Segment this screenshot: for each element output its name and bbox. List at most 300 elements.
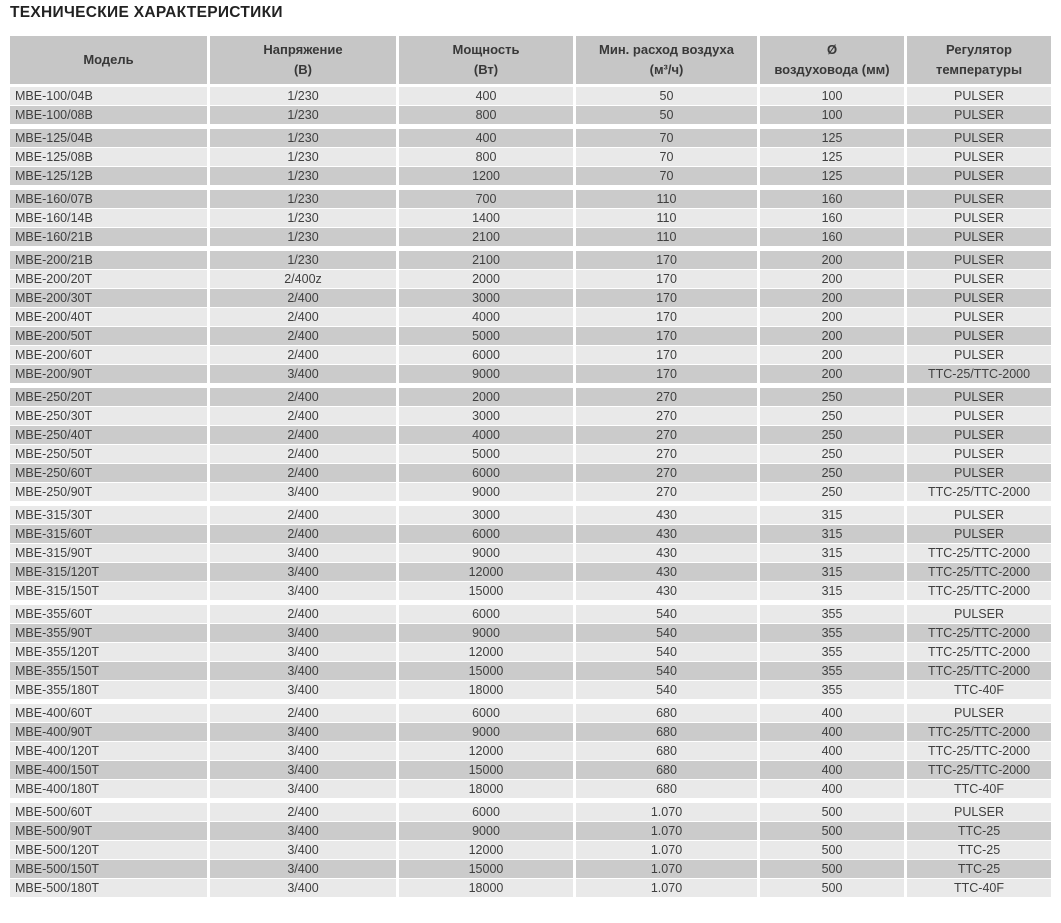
table-row	[10, 582, 1051, 600]
cell-power: 2100	[399, 251, 573, 269]
cell-airflow: 50	[576, 106, 757, 124]
cell-voltage: 1/230	[210, 190, 396, 208]
cell-voltage: 1/230	[210, 87, 396, 105]
cell-voltage: 2/400	[210, 525, 396, 543]
cell-power: 6000	[399, 704, 573, 722]
cell-power: 3000	[399, 289, 573, 307]
cell-voltage: 1/230	[210, 209, 396, 227]
cell-regulator: TTC-25/TTC-2000	[907, 761, 1051, 779]
cell-voltage: 3/400	[210, 563, 396, 581]
cell-power: 9000	[399, 365, 573, 383]
cell-voltage: 3/400	[210, 822, 396, 840]
cell-voltage: 2/400	[210, 308, 396, 326]
cell-diameter: 250	[760, 464, 904, 482]
cell-airflow: 1.070	[576, 841, 757, 859]
cell-regulator: TTC-25/TTC-2000	[907, 483, 1051, 501]
cell-diameter: 160	[760, 228, 904, 246]
cell-power: 2000	[399, 388, 573, 406]
cell-voltage: 1/230	[210, 167, 396, 185]
cell-regulator: PULSER	[907, 388, 1051, 406]
cell-voltage: 1/230	[210, 148, 396, 166]
cell-regulator: PULSER	[907, 87, 1051, 105]
cell-airflow: 1.070	[576, 803, 757, 821]
cell-regulator: PULSER	[907, 803, 1051, 821]
cell-airflow: 680	[576, 761, 757, 779]
cell-model: MBE-200/20T	[10, 270, 207, 288]
cell-model: MBE-200/30T	[10, 289, 207, 307]
cell-diameter: 500	[760, 879, 904, 897]
table-row	[10, 167, 1051, 185]
cell-model: MBE-200/90T	[10, 365, 207, 383]
cell-diameter: 355	[760, 605, 904, 623]
cell-airflow: 270	[576, 426, 757, 444]
table-row	[10, 822, 1051, 840]
cell-airflow: 540	[576, 605, 757, 623]
cell-diameter: 200	[760, 327, 904, 345]
cell-power: 9000	[399, 822, 573, 840]
cell-diameter: 200	[760, 289, 904, 307]
cell-voltage: 2/400	[210, 346, 396, 364]
table-row	[10, 87, 1051, 105]
cell-model: MBE-250/40T	[10, 426, 207, 444]
table-row	[10, 742, 1051, 760]
cell-model: MBE-500/120T	[10, 841, 207, 859]
cell-model: MBE-160/21B	[10, 228, 207, 246]
cell-regulator: TTC-25/TTC-2000	[907, 624, 1051, 642]
cell-regulator: PULSER	[907, 464, 1051, 482]
cell-airflow: 680	[576, 704, 757, 722]
cell-power: 700	[399, 190, 573, 208]
cell-model: MBE-500/150T	[10, 860, 207, 878]
row-group	[10, 605, 1051, 699]
cell-power: 12000	[399, 643, 573, 661]
cell-power: 800	[399, 106, 573, 124]
cell-diameter: 400	[760, 761, 904, 779]
cell-regulator: TTC-40F	[907, 780, 1051, 798]
table-row	[10, 148, 1051, 166]
cell-regulator: PULSER	[907, 209, 1051, 227]
cell-model: MBE-200/50T	[10, 327, 207, 345]
cell-airflow: 1.070	[576, 822, 757, 840]
cell-diameter: 125	[760, 129, 904, 147]
cell-diameter: 355	[760, 643, 904, 661]
cell-voltage: 3/400	[210, 879, 396, 897]
column-header-line1: Ø	[826, 41, 838, 57]
cell-diameter: 200	[760, 346, 904, 364]
cell-airflow: 170	[576, 251, 757, 269]
cell-voltage: 3/400	[210, 483, 396, 501]
cell-model: MBE-500/180T	[10, 879, 207, 897]
page-title: ТЕХНИЧЕСКИЕ ХАРАКТЕРИСТИКИ	[10, 4, 283, 21]
cell-model: MBE-200/40T	[10, 308, 207, 326]
cell-voltage: 1/230	[210, 228, 396, 246]
cell-airflow: 170	[576, 365, 757, 383]
cell-regulator: TTC-25/TTC-2000	[907, 365, 1051, 383]
cell-regulator: PULSER	[907, 289, 1051, 307]
table-row	[10, 388, 1051, 406]
cell-regulator: PULSER	[907, 426, 1051, 444]
cell-model: MBE-250/20T	[10, 388, 207, 406]
cell-model: MBE-315/60T	[10, 525, 207, 543]
table-row	[10, 483, 1051, 501]
cell-voltage: 3/400	[210, 643, 396, 661]
column-header-line1: Напряжение	[263, 41, 343, 57]
table-row	[10, 624, 1051, 642]
cell-model: MBE-250/50T	[10, 445, 207, 463]
row-group	[10, 803, 1051, 897]
column-header-line2: (Вт)	[473, 62, 499, 77]
cell-diameter: 100	[760, 87, 904, 105]
cell-regulator: PULSER	[907, 270, 1051, 288]
cell-airflow: 430	[576, 506, 757, 524]
cell-diameter: 125	[760, 148, 904, 166]
cell-model: MBE-250/30T	[10, 407, 207, 425]
table-row	[10, 704, 1051, 722]
table-row	[10, 643, 1051, 661]
cell-model: MBE-100/04B	[10, 87, 207, 105]
cell-power: 9000	[399, 624, 573, 642]
cell-diameter: 315	[760, 525, 904, 543]
cell-voltage: 2/400	[210, 289, 396, 307]
cell-airflow: 170	[576, 308, 757, 326]
cell-airflow: 1.070	[576, 879, 757, 897]
cell-power: 12000	[399, 563, 573, 581]
table-row	[10, 464, 1051, 482]
cell-power: 5000	[399, 327, 573, 345]
cell-diameter: 250	[760, 388, 904, 406]
table-row	[10, 407, 1051, 425]
cell-diameter: 200	[760, 365, 904, 383]
table-row	[10, 209, 1051, 227]
cell-regulator: PULSER	[907, 407, 1051, 425]
cell-airflow: 270	[576, 407, 757, 425]
cell-diameter: 315	[760, 544, 904, 562]
cell-voltage: 2/400	[210, 426, 396, 444]
column-header-line2: воздуховода (мм)	[774, 62, 890, 77]
cell-power: 9000	[399, 544, 573, 562]
cell-power: 400	[399, 129, 573, 147]
cell-model: MBE-160/14B	[10, 209, 207, 227]
column-header-airflow	[576, 36, 757, 84]
cell-model: MBE-315/120T	[10, 563, 207, 581]
cell-diameter: 355	[760, 624, 904, 642]
cell-voltage: 2/400	[210, 388, 396, 406]
column-header-line1: Регулятор	[946, 41, 1012, 57]
cell-power: 2000	[399, 270, 573, 288]
cell-diameter: 200	[760, 251, 904, 269]
row-group	[10, 251, 1051, 383]
table-row	[10, 563, 1051, 581]
cell-diameter: 100	[760, 106, 904, 124]
cell-regulator: TTC-25/TTC-2000	[907, 544, 1051, 562]
cell-regulator: PULSER	[907, 308, 1051, 326]
cell-airflow: 540	[576, 662, 757, 680]
cell-regulator: TTC-25/TTC-2000	[907, 662, 1051, 680]
cell-voltage: 3/400	[210, 662, 396, 680]
cell-voltage: 3/400	[210, 723, 396, 741]
table-row	[10, 251, 1051, 269]
table-row	[10, 803, 1051, 821]
cell-diameter: 315	[760, 582, 904, 600]
table-row	[10, 506, 1051, 524]
table-body	[10, 87, 1051, 897]
cell-model: MBE-125/08B	[10, 148, 207, 166]
cell-power: 9000	[399, 723, 573, 741]
spec-table	[10, 36, 1051, 898]
cell-airflow: 110	[576, 190, 757, 208]
cell-power: 15000	[399, 860, 573, 878]
table-row	[10, 662, 1051, 680]
cell-regulator: PULSER	[907, 106, 1051, 124]
cell-voltage: 3/400	[210, 544, 396, 562]
cell-diameter: 315	[760, 506, 904, 524]
cell-airflow: 170	[576, 327, 757, 345]
row-group	[10, 704, 1051, 798]
cell-voltage: 3/400	[210, 761, 396, 779]
cell-airflow: 430	[576, 544, 757, 562]
cell-airflow: 430	[576, 525, 757, 543]
column-header-line2: (м³/ч)	[649, 62, 684, 77]
cell-voltage: 2/400	[210, 803, 396, 821]
cell-model: MBE-315/30T	[10, 506, 207, 524]
cell-airflow: 540	[576, 643, 757, 661]
cell-model: MBE-355/120T	[10, 643, 207, 661]
cell-model: MBE-355/60T	[10, 605, 207, 623]
row-group	[10, 506, 1051, 600]
cell-airflow: 70	[576, 129, 757, 147]
cell-model: MBE-250/60T	[10, 464, 207, 482]
cell-voltage: 3/400	[210, 365, 396, 383]
table-row	[10, 426, 1051, 444]
cell-model: MBE-355/150T	[10, 662, 207, 680]
cell-power: 15000	[399, 662, 573, 680]
table-row	[10, 129, 1051, 147]
cell-voltage: 2/400	[210, 704, 396, 722]
cell-airflow: 430	[576, 582, 757, 600]
cell-voltage: 2/400	[210, 464, 396, 482]
cell-airflow: 170	[576, 289, 757, 307]
cell-model: MBE-200/21B	[10, 251, 207, 269]
cell-diameter: 400	[760, 704, 904, 722]
cell-regulator: PULSER	[907, 605, 1051, 623]
cell-model: MBE-400/150T	[10, 761, 207, 779]
cell-airflow: 540	[576, 681, 757, 699]
cell-voltage: 2/400	[210, 605, 396, 623]
cell-regulator: PULSER	[907, 327, 1051, 345]
row-group	[10, 87, 1051, 124]
cell-voltage: 2/400z	[210, 270, 396, 288]
cell-airflow: 430	[576, 563, 757, 581]
column-header-power	[399, 36, 573, 84]
cell-regulator: PULSER	[907, 228, 1051, 246]
row-group	[10, 129, 1051, 185]
cell-airflow: 540	[576, 624, 757, 642]
cell-diameter: 315	[760, 563, 904, 581]
cell-regulator: TTC-25/TTC-2000	[907, 643, 1051, 661]
cell-voltage: 3/400	[210, 780, 396, 798]
table-row	[10, 605, 1051, 623]
cell-diameter: 250	[760, 483, 904, 501]
cell-regulator: PULSER	[907, 506, 1051, 524]
cell-diameter: 400	[760, 742, 904, 760]
table-row	[10, 879, 1051, 897]
table-row	[10, 723, 1051, 741]
cell-diameter: 160	[760, 190, 904, 208]
cell-model: MBE-355/90T	[10, 624, 207, 642]
cell-power: 6000	[399, 464, 573, 482]
table-row	[10, 445, 1051, 463]
cell-airflow: 110	[576, 209, 757, 227]
cell-power: 800	[399, 148, 573, 166]
cell-regulator: TTC-25/TTC-2000	[907, 723, 1051, 741]
cell-airflow: 50	[576, 87, 757, 105]
cell-power: 1400	[399, 209, 573, 227]
cell-diameter: 355	[760, 681, 904, 699]
cell-model: MBE-400/120T	[10, 742, 207, 760]
column-header-line1: Мощность	[452, 41, 520, 57]
cell-voltage: 2/400	[210, 407, 396, 425]
table-row	[10, 190, 1051, 208]
cell-regulator: PULSER	[907, 445, 1051, 463]
cell-diameter: 160	[760, 209, 904, 227]
cell-airflow: 170	[576, 346, 757, 364]
cell-voltage: 1/230	[210, 129, 396, 147]
cell-voltage: 3/400	[210, 582, 396, 600]
cell-regulator: PULSER	[907, 251, 1051, 269]
cell-regulator: TTC-25/TTC-2000	[907, 742, 1051, 760]
cell-airflow: 680	[576, 780, 757, 798]
cell-power: 6000	[399, 525, 573, 543]
cell-power: 15000	[399, 582, 573, 600]
cell-diameter: 355	[760, 662, 904, 680]
table-row	[10, 308, 1051, 326]
cell-airflow: 1.070	[576, 860, 757, 878]
cell-regulator: PULSER	[907, 704, 1051, 722]
cell-diameter: 250	[760, 426, 904, 444]
cell-model: MBE-125/04B	[10, 129, 207, 147]
cell-power: 4000	[399, 308, 573, 326]
cell-regulator: TTC-40F	[907, 681, 1051, 699]
cell-model: MBE-400/90T	[10, 723, 207, 741]
cell-regulator: TTC-25	[907, 822, 1051, 840]
table-row	[10, 289, 1051, 307]
cell-regulator: PULSER	[907, 148, 1051, 166]
cell-power: 18000	[399, 780, 573, 798]
table-row	[10, 780, 1051, 798]
table-row	[10, 106, 1051, 124]
cell-diameter: 125	[760, 167, 904, 185]
cell-model: MBE-400/60T	[10, 704, 207, 722]
cell-model: MBE-500/60T	[10, 803, 207, 821]
table-header-row	[10, 36, 1051, 84]
column-header-line1: Мин. расход воздуха	[599, 41, 734, 57]
cell-model: MBE-315/90T	[10, 544, 207, 562]
table-row	[10, 681, 1051, 699]
cell-regulator: PULSER	[907, 129, 1051, 147]
cell-diameter: 400	[760, 723, 904, 741]
cell-power: 18000	[399, 879, 573, 897]
cell-airflow: 680	[576, 723, 757, 741]
cell-model: MBE-125/12B	[10, 167, 207, 185]
cell-model: MBE-355/180T	[10, 681, 207, 699]
table-row	[10, 327, 1051, 345]
cell-model: MBE-400/180T	[10, 780, 207, 798]
cell-diameter: 200	[760, 270, 904, 288]
cell-airflow: 270	[576, 483, 757, 501]
cell-model: MBE-250/90T	[10, 483, 207, 501]
cell-voltage: 1/230	[210, 106, 396, 124]
cell-regulator: PULSER	[907, 346, 1051, 364]
cell-diameter: 400	[760, 780, 904, 798]
column-header-diameter	[760, 36, 904, 84]
row-group	[10, 190, 1051, 246]
cell-diameter: 200	[760, 308, 904, 326]
column-header-regulator	[907, 36, 1051, 84]
cell-airflow: 270	[576, 445, 757, 463]
row-group	[10, 388, 1051, 501]
cell-voltage: 2/400	[210, 327, 396, 345]
cell-airflow: 170	[576, 270, 757, 288]
cell-regulator: PULSER	[907, 167, 1051, 185]
cell-model: MBE-315/150T	[10, 582, 207, 600]
table-row	[10, 761, 1051, 779]
cell-regulator: PULSER	[907, 190, 1051, 208]
table-row	[10, 544, 1051, 562]
column-header-line1: Модель	[83, 51, 134, 67]
cell-voltage: 2/400	[210, 506, 396, 524]
cell-model: MBE-160/07B	[10, 190, 207, 208]
cell-voltage: 3/400	[210, 681, 396, 699]
cell-power: 3000	[399, 407, 573, 425]
cell-airflow: 70	[576, 148, 757, 166]
cell-airflow: 70	[576, 167, 757, 185]
cell-power: 15000	[399, 761, 573, 779]
cell-voltage: 3/400	[210, 624, 396, 642]
table-row	[10, 346, 1051, 364]
cell-power: 12000	[399, 742, 573, 760]
cell-airflow: 270	[576, 464, 757, 482]
cell-power: 6000	[399, 605, 573, 623]
cell-diameter: 500	[760, 803, 904, 821]
cell-voltage: 3/400	[210, 742, 396, 760]
table-row	[10, 365, 1051, 383]
cell-diameter: 500	[760, 860, 904, 878]
cell-power: 1200	[399, 167, 573, 185]
cell-voltage: 3/400	[210, 860, 396, 878]
cell-model: MBE-100/08B	[10, 106, 207, 124]
table-row	[10, 270, 1051, 288]
cell-regulator: TTC-25	[907, 860, 1051, 878]
column-header-voltage	[210, 36, 396, 84]
cell-diameter: 500	[760, 822, 904, 840]
column-header-model	[10, 36, 207, 84]
cell-airflow: 270	[576, 388, 757, 406]
cell-model: MBE-500/90T	[10, 822, 207, 840]
cell-diameter: 250	[760, 407, 904, 425]
cell-power: 6000	[399, 346, 573, 364]
cell-airflow: 680	[576, 742, 757, 760]
table-row	[10, 860, 1051, 878]
table-row	[10, 841, 1051, 859]
cell-power: 12000	[399, 841, 573, 859]
cell-power: 5000	[399, 445, 573, 463]
cell-power: 2100	[399, 228, 573, 246]
cell-power: 4000	[399, 426, 573, 444]
cell-model: MBE-200/60T	[10, 346, 207, 364]
cell-voltage: 1/230	[210, 251, 396, 269]
cell-power: 400	[399, 87, 573, 105]
cell-voltage: 3/400	[210, 841, 396, 859]
